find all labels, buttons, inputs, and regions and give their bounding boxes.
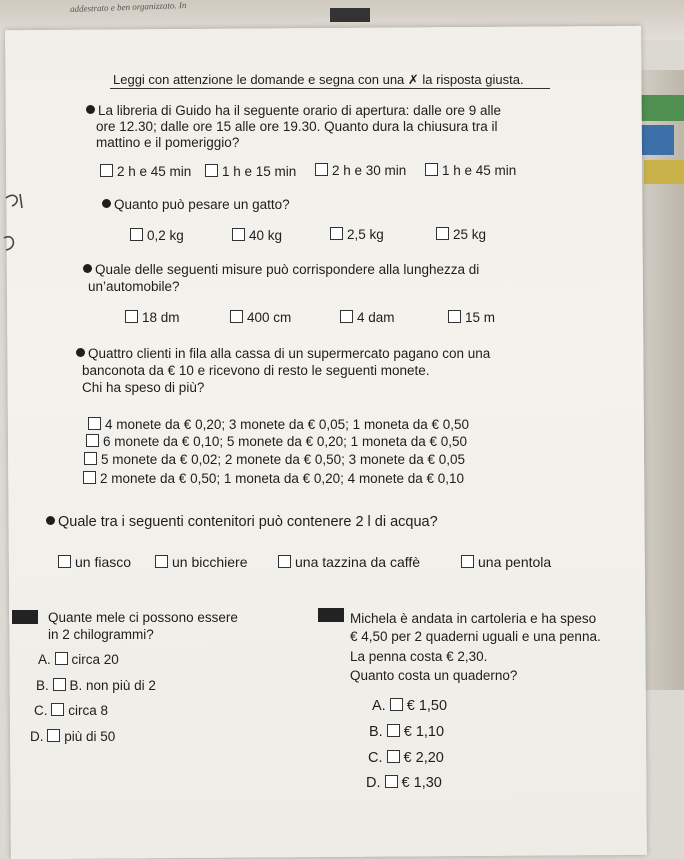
q2-option-d[interactable]: 25 kg: [436, 227, 486, 243]
page-marker: [330, 8, 370, 22]
checkbox-icon[interactable]: [448, 310, 461, 323]
q1-option-d[interactable]: 1 h e 45 min: [425, 163, 516, 179]
q4-option-c[interactable]: 5 monete da € 0,02; 2 monete da € 0,50; 3 monete da € 0,05: [84, 452, 465, 468]
q4-line1: Quattro clienti in fila alla cassa di un supermercato pagano con una: [76, 346, 490, 362]
checkbox-icon[interactable]: [100, 164, 113, 177]
q4-line2: banconota da € 10 e ricevono di resto le seguenti monete.: [82, 363, 430, 378]
q4-option-a[interactable]: 4 monete da € 0,20; 3 monete da € 0,05; 1 moneta da € 0,50: [88, 417, 469, 433]
q3-line1: Quale delle seguenti misure può corrispondere alla lunghezza di: [83, 262, 479, 278]
checkbox-icon[interactable]: [425, 163, 438, 176]
colored-tile: [638, 95, 684, 121]
checkbox-icon[interactable]: [58, 555, 71, 568]
checkbox-icon[interactable]: [315, 163, 328, 176]
q6-line2: in 2 chilogrammi?: [48, 627, 154, 642]
q7-line2: € 4,50 per 2 quaderni uguali e una penna.: [350, 629, 601, 644]
q7-line1: Michela è andata in cartoleria e ha speso: [350, 611, 597, 626]
checkbox-icon[interactable]: [88, 417, 101, 430]
q1-option-b[interactable]: 1 h e 15 min: [205, 164, 296, 180]
q3-line2: un’automobile?: [88, 279, 180, 294]
question-marker: [318, 608, 344, 622]
checkbox-icon[interactable]: [436, 227, 449, 240]
checkbox-icon[interactable]: [385, 775, 398, 788]
checkbox-icon[interactable]: [230, 310, 243, 323]
instructions: Leggi con attenzione le domande e segna con una ✗ la risposta giusta.: [113, 72, 524, 87]
q3-option-a[interactable]: 18 dm: [125, 310, 180, 326]
q2-option-c[interactable]: 2,5 kg: [330, 227, 384, 243]
checkbox-icon[interactable]: [461, 555, 474, 568]
q1-line2: ore 12.30; dalle ore 15 alle ore 19.30. Quanto dura la chiusura tra il: [96, 119, 498, 134]
q5-option-b[interactable]: un bicchiere: [155, 554, 248, 570]
checkbox-icon[interactable]: [205, 164, 218, 177]
checkbox-icon[interactable]: [387, 724, 400, 737]
q1-line1: La libreria di Guido ha il seguente orario di apertura: dalle ore 9 alle: [86, 103, 501, 119]
checkbox-icon[interactable]: [86, 434, 99, 447]
q3-option-b[interactable]: 400 cm: [230, 310, 291, 326]
q2-option-b[interactable]: 40 kg: [232, 228, 282, 244]
handwriting-mark: [0, 188, 30, 263]
q3-option-d[interactable]: 15 m: [448, 310, 495, 326]
bullet-icon: [102, 199, 111, 208]
q6-option-a[interactable]: A. circa 20: [38, 652, 119, 667]
q4-option-d[interactable]: 2 monete da € 0,50; 1 moneta da € 0,20; 4 monete da € 0,10: [83, 471, 464, 487]
checkbox-icon[interactable]: [83, 471, 96, 484]
q7-line3: La penna costa € 2,30.: [350, 649, 488, 664]
checkbox-icon[interactable]: [155, 555, 168, 568]
bullet-icon: [76, 348, 85, 357]
q5-option-a[interactable]: un fiasco: [58, 554, 131, 570]
q6-option-c[interactable]: C. circa 8: [34, 703, 109, 718]
question-marker: [12, 610, 38, 624]
checkbox-icon[interactable]: [387, 750, 400, 763]
q7-option-b[interactable]: B. € 1,10: [369, 724, 445, 740]
q7-option-c[interactable]: C. € 2,20: [368, 750, 444, 766]
checkbox-icon[interactable]: [53, 678, 66, 691]
checkbox-icon[interactable]: [51, 703, 64, 716]
checkbox-icon[interactable]: [278, 555, 291, 568]
checkbox-icon[interactable]: [232, 228, 245, 241]
colored-tile: [644, 160, 684, 184]
bullet-icon: [83, 264, 92, 273]
q7-option-a[interactable]: A. € 1,50: [372, 698, 448, 714]
q1-option-c[interactable]: 2 h e 30 min: [315, 163, 406, 179]
q4-option-b[interactable]: 6 monete da € 0,10; 5 monete da € 0,20; 1 moneta da € 0,50: [86, 434, 467, 450]
colored-tile: [638, 125, 674, 155]
top-scrap-text: addestrato e ben organizzato. In: [69, 0, 187, 15]
checkbox-icon[interactable]: [55, 652, 68, 665]
bullet-icon: [86, 105, 95, 114]
q7-option-d[interactable]: D. € 1,30: [366, 775, 442, 791]
checkbox-icon[interactable]: [125, 310, 138, 323]
q4-line3: Chi ha speso di più?: [82, 380, 205, 395]
checkbox-icon[interactable]: [47, 729, 60, 742]
checkbox-icon[interactable]: [130, 228, 143, 241]
header-underline: [110, 88, 550, 89]
q7-line4: Quanto costa un quaderno?: [350, 668, 518, 683]
bullet-icon: [46, 516, 55, 525]
checkbox-icon[interactable]: [84, 452, 97, 465]
q3-option-c[interactable]: 4 dam: [340, 310, 395, 326]
checkbox-icon[interactable]: [390, 698, 403, 711]
checkbox-icon[interactable]: [330, 227, 343, 240]
q6-option-d[interactable]: D. più di 50: [30, 729, 116, 744]
q2-question: Quanto può pesare un gatto?: [102, 197, 290, 213]
q1-line3: mattino e il pomeriggio?: [96, 135, 240, 150]
q5-question: Quale tra i seguenti contenitori può contenere 2 l di acqua?: [46, 514, 438, 530]
q5-option-d[interactable]: una pentola: [461, 554, 551, 570]
q1-option-a[interactable]: 2 h e 45 min: [100, 164, 191, 180]
checkbox-icon[interactable]: [340, 310, 353, 323]
handwriting-stroke: [4, 194, 22, 250]
q5-option-c[interactable]: una tazzina da caffè: [278, 554, 420, 570]
q6-line1: Quante mele ci possono essere: [48, 610, 238, 625]
q6-option-b[interactable]: B. B. non più di 2: [36, 678, 156, 693]
q2-option-a[interactable]: 0,2 kg: [130, 228, 184, 244]
